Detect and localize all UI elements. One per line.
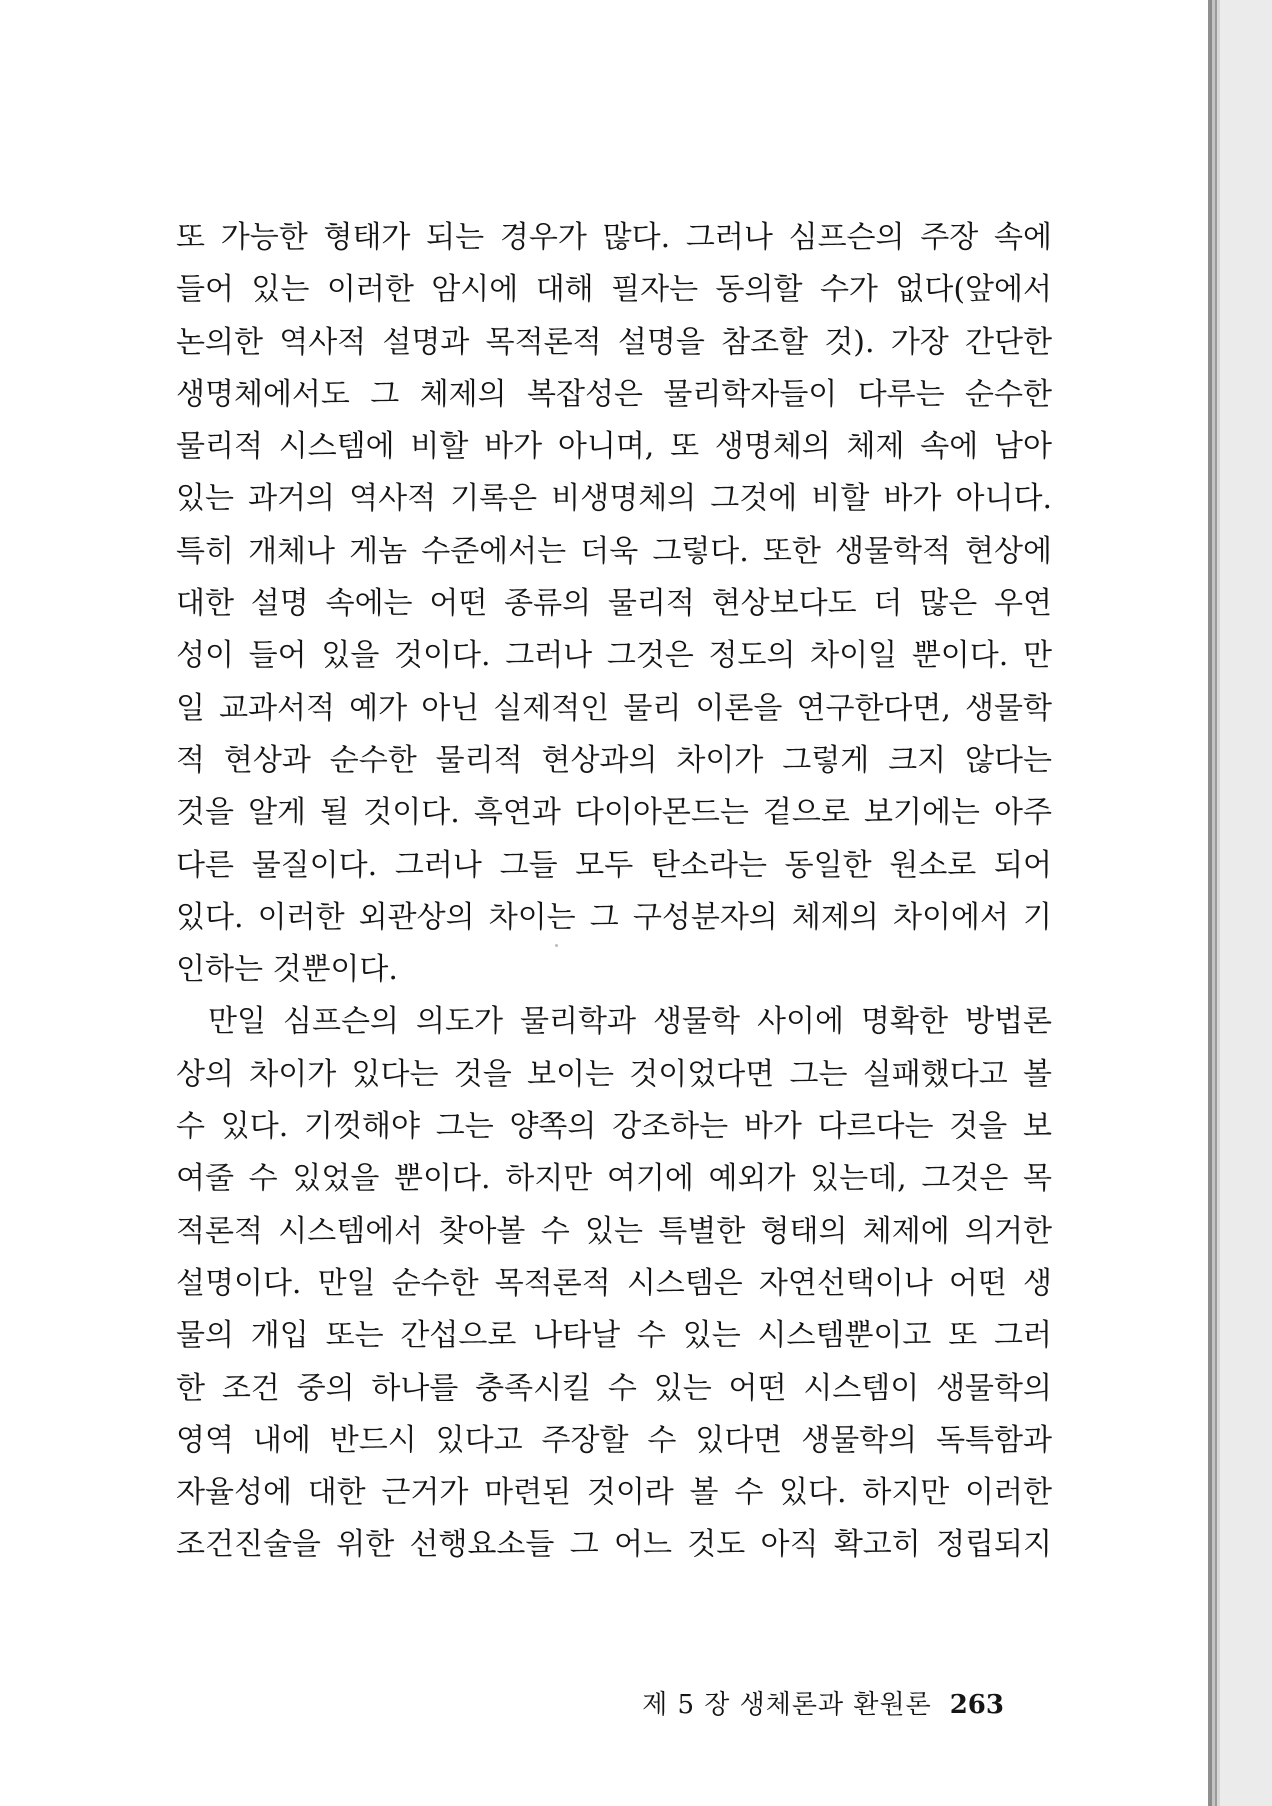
text-line: 있는 과거의 역사적 기록은 비생명체의 그것에 비할 바가 아니다. [176, 481, 1052, 517]
text-line: 자율성에 대한 근거가 마련된 것이라 볼 수 있다. 하지만 이러한 [176, 1475, 1052, 1511]
text-line: 생명체에서도 그 체제의 복잡성은 물리학자들이 다루는 순수한 [176, 376, 1052, 412]
text-line: 있다. 이러한 외관상의 차이는 그 구성분자의 체제의 차이에서 기 [176, 899, 1052, 935]
text-line: 여줄 수 있었을 뿐이다. 하지만 여기에 예외가 있는데, 그것은 목 [176, 1161, 1052, 1197]
text-line: 대한 설명 속에는 어떤 종류의 물리적 현상보다도 더 많은 우연 [176, 586, 1052, 622]
text-line: 또 가능한 형태가 되는 경우가 많다. 그러나 심프슨의 주장 속에 [176, 220, 1052, 255]
chapter-title: 제 5 장 생체론과 환원론 [642, 1690, 932, 1720]
body-text [176, 212, 1052, 1572]
viewer-background [1218, 0, 1272, 1806]
text-line: 한 조건 중의 하나를 충족시킬 수 있는 어떤 시스템이 생물학의 [176, 1370, 1052, 1406]
text-line: 특히 개체나 게놈 수준에서는 더욱 그렇다. 또한 생물학적 현상에 [176, 533, 1052, 569]
text-line: 것을 알게 될 것이다. 흑연과 다이아몬드는 겉으로 보기에는 아주 [176, 795, 1052, 831]
text-line: 물리적 시스템에 비할 바가 아니며, 또 생명체의 체제 속에 남아 [176, 429, 1052, 465]
text-line: 수 있다. 기껏해야 그는 양쪽의 강조하는 바가 다르다는 것을 보 [176, 1109, 1052, 1145]
text-line: 성이 들어 있을 것이다. 그러나 그것은 정도의 차이일 뿐이다. 만 [176, 638, 1052, 674]
page-edge [1208, 0, 1210, 1806]
text-line: 상의 차이가 있다는 것을 보이는 것이었다면 그는 실패했다고 볼 [176, 1056, 1052, 1092]
text-line: 물의 개입 또는 간섭으로 나타날 수 있는 시스템뿐이고 또 그러 [176, 1318, 1052, 1354]
text-line: 영역 내에 반드시 있다고 주장할 수 있다면 생물학의 독특함과 [176, 1422, 1052, 1458]
text-line: 만일 심프슨의 의도가 물리학과 생물학 사이에 명확한 방법론 [208, 1004, 1052, 1040]
text-line: 다른 물질이다. 그러나 그들 모두 탄소라는 동일한 원소로 되어 [176, 847, 1052, 883]
text-line: 인하는 것뿐이다. [176, 952, 398, 988]
text-line: 설명이다. 만일 순수한 목적론적 시스템은 자연선택이나 어떤 생 [176, 1265, 1052, 1301]
text-line: 적론적 시스템에서 찾아볼 수 있는 특별한 형태의 체제에 의거한 [176, 1213, 1052, 1249]
text-line: 논의한 역사적 설명과 목적론적 설명을 참조할 것). 가장 간단한 [176, 324, 1052, 360]
page-footer [642, 1684, 1004, 1721]
scan-speck [555, 944, 558, 947]
text-line: 일 교과서적 예가 아닌 실제적인 물리 이론을 연구한다면, 생물학 [176, 690, 1052, 726]
text-line: 적 현상과 순수한 물리적 현상과의 차이가 그렇게 크지 않다는 [176, 742, 1052, 778]
page-number: 263 [949, 1690, 1004, 1720]
text-line: 들어 있는 이러한 암시에 대해 필자는 동의할 수가 없다(앞에서 [176, 272, 1052, 308]
text-line: 조건진술을 위한 선행요소들 그 어느 것도 아직 확고히 정립되지 [176, 1527, 1052, 1563]
